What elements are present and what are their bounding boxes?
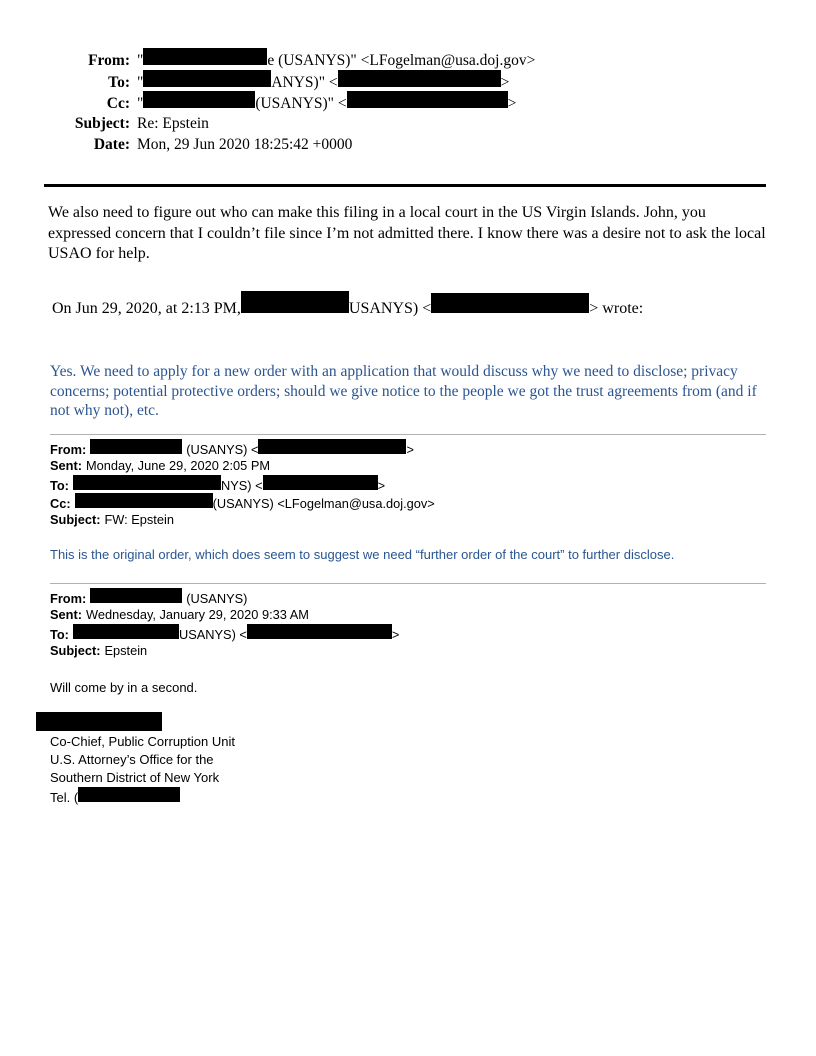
signature-tel-prefix: Tel. ( (50, 790, 79, 805)
signature-district: Southern District of New York (50, 770, 220, 785)
fwd1-to-mid: NYS) < (220, 478, 263, 493)
redaction-bar (247, 624, 392, 639)
fwd2-to-suffix: > (391, 627, 400, 642)
fwd1-from-mid: (USANYS) < (186, 442, 259, 457)
redaction-bar (143, 70, 271, 87)
to-quote-open: " (137, 73, 144, 91)
fwd2-to-value (73, 624, 399, 644)
to-mid-text: ANYS)" < (271, 73, 338, 91)
header-row-from (48, 48, 768, 70)
fwd1-row-cc (50, 493, 766, 511)
fwd1-row-from (50, 439, 766, 457)
redaction-bar (241, 291, 349, 313)
redaction-bar (143, 91, 255, 108)
from-value (137, 48, 768, 72)
email-header (48, 48, 768, 156)
redaction-bar (431, 293, 589, 313)
redaction-bar (90, 439, 182, 454)
to-suffix-text: > (500, 73, 510, 91)
redaction-bar (75, 493, 213, 508)
wrote-mid: USANYS) < (348, 300, 432, 317)
fwd1-subject-label: Subject: (50, 512, 101, 527)
fwd1-row-to (50, 475, 766, 493)
forward-header-1 (50, 439, 766, 529)
fwd2-sent-value: Wednesday, January 29, 2020 9:33 AM (86, 607, 309, 622)
wrote-suffix: > wrote: (589, 300, 644, 317)
quoted-attribution-line (52, 291, 772, 319)
fwd2-row-from (50, 588, 766, 606)
cc-quote-open: " (137, 95, 144, 113)
fwd1-row-subject (50, 511, 766, 529)
date-label: Date: (93, 136, 130, 154)
signature-block (50, 712, 450, 807)
fwd1-sent-label: Sent: (50, 458, 82, 473)
redaction-bar (347, 91, 508, 108)
signature-title: Co-Chief, Public Corruption Unit (50, 734, 235, 749)
cc-label: Cc: (106, 95, 130, 113)
header-row-date (48, 134, 768, 156)
signature-office: U.S. Attorney’s Office for the (50, 752, 214, 767)
fwd2-sent-label: Sent: (50, 607, 82, 622)
cc-suffix-text: > (507, 95, 517, 113)
redaction-bar (73, 624, 179, 639)
header-row-cc (48, 91, 768, 113)
plain-body-line: Will come by in a second. (50, 680, 198, 695)
header-row-to (48, 70, 768, 92)
fwd1-from-suffix: > (406, 442, 414, 457)
signature-telephone (50, 787, 450, 807)
fwd2-row-subject (50, 642, 766, 660)
fwd2-from-mid: (USANYS) (186, 591, 248, 606)
from-email: LFogelman@usa.doj.gov> (369, 52, 536, 69)
subject-label: Subject: (74, 114, 130, 132)
fwd2-row-sent (50, 606, 766, 624)
cc-value (137, 91, 768, 115)
fwd2-from-label: From: (50, 591, 87, 606)
fwd2-subject-label: Subject: (50, 643, 101, 658)
fwd2-to-mid: USANYS) < (178, 627, 247, 642)
redaction-bar (78, 787, 180, 802)
fwd2-from-value (90, 588, 247, 608)
redaction-bar (90, 588, 182, 603)
redaction-bar (36, 712, 162, 731)
forward-header-2 (50, 588, 766, 660)
fwd2-row-to (50, 624, 766, 642)
fwd1-row-sent (50, 457, 766, 475)
fwd2-subject-value: Epstein (104, 643, 148, 658)
redaction-bar (338, 70, 501, 87)
fwd1-subject-value: FW: Epstein (104, 512, 174, 527)
from-label: From: (88, 52, 130, 69)
redaction-bar (258, 439, 406, 454)
to-value (137, 70, 768, 94)
main-paragraph: We also need to figure out who can make this filing in a local court in the US Virgin Islands. John, you expressed concern that I couldn’t file since I’m not admitted there. I know there was a desire not to ask the local USAO for help. (48, 204, 766, 262)
from-mid-text: e (USANYS)" < (267, 52, 370, 69)
fwd2-to-label: To: (50, 627, 69, 642)
fwd1-to-suffix: > (377, 478, 386, 493)
quoted-paragraph-1: Yes. We need to apply for a new order with an application that would discuss why we need to disclose; privacy concerns; potential protective orders; should we give notice to the people we got the trust agreements from (and if not why not), etc. (50, 363, 757, 419)
redaction-bar (143, 48, 267, 65)
subject-value: Re: Epstein (137, 114, 209, 132)
fwd1-cc-value (75, 493, 435, 513)
cc-mid-text: (USANYS)" < (255, 95, 347, 113)
fwd1-to-label: To: (50, 478, 69, 493)
fwd1-from-value (90, 439, 414, 459)
to-label: To: (108, 73, 130, 91)
redaction-bar (263, 475, 378, 490)
header-divider (44, 184, 766, 187)
fwd1-cc-label: Cc: (50, 496, 71, 511)
forward-divider-2 (50, 583, 766, 584)
fwd1-from-label: From: (50, 442, 87, 457)
fwd1-cc-mid: (USANYS) <LFogelman@usa.doj.gov> (212, 496, 435, 511)
quoted-paragraph-2: This is the original order, which does seem to suggest we need “further order of the court” to further disclose. (50, 547, 675, 562)
wrote-prefix: On Jun 29, 2020, at 2:13 PM, (52, 300, 241, 317)
date-value: Mon, 29 Jun 2020 18:25:42 +0000 (137, 136, 353, 154)
forward-divider-1 (50, 434, 766, 435)
fwd1-to-value (73, 475, 385, 495)
from-quote-open: " (137, 52, 144, 69)
header-row-subject (48, 113, 768, 135)
redaction-bar (73, 475, 221, 490)
fwd1-sent-value: Monday, June 29, 2020 2:05 PM (86, 458, 271, 473)
